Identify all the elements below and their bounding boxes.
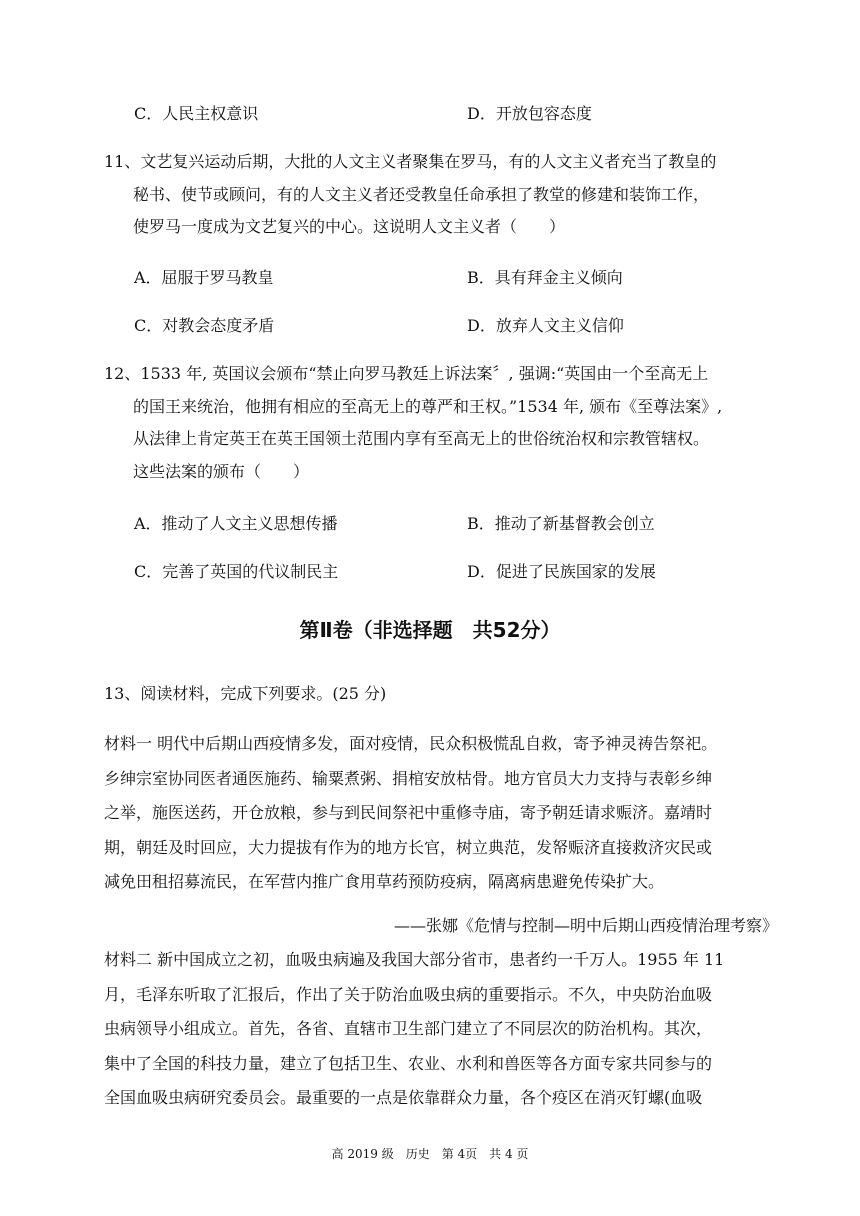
section-title: 第Ⅱ卷（非选择题 共52分） <box>299 618 561 642</box>
q10-option-c: C．人民主权意识 <box>134 104 259 123</box>
material-2 <box>104 950 756 1123</box>
q11-option-d: D．放弃人文主义信仰 <box>467 316 624 335</box>
q11-option-c: C．对教会态度矛盾 <box>134 316 275 335</box>
q11-line-1: 11、文艺复兴运动后期，大批的人文主义者聚集在罗马，有的人文主义者充当了教皇的 <box>104 152 717 171</box>
q11-line-3: 使罗马一度成为文艺复兴的中心。这说明人文主义者（ ） <box>133 217 566 236</box>
material-2-line: 月，毛泽东听取了汇报后，作出了关于防治血吸虫病的重要指示。不久，中央防治血吸 <box>104 984 713 1004</box>
q11-option-a: A．屈服于罗马教皇 <box>134 268 274 287</box>
material-1 <box>104 734 756 907</box>
material-1-line: 材料一 明代中后期山西疫情多发，面对疫情，民众积极慌乱自救，寄予神灵祷告祭祀。 <box>104 734 718 753</box>
material-2-line: 集中了全国的科技力量，建立了包括卫生、农业、水利和兽医等各方面专家共同参与的 <box>104 1053 713 1073</box>
page-footer: 高 2019 级 历史 第 4页 共 4 页 <box>331 1147 529 1161</box>
q11-option-b: B．具有拜金主义倾向 <box>467 268 623 287</box>
material-2-line: 全国血吸虫病研究委员会。最重要的一点是依靠群众力量，各个疫区在消灭钉螺(血吸 <box>104 1088 703 1107</box>
material-1-line: 期，朝廷及时回应，大力提拔有作为的地方长官，树立典范，发帑赈济直接救济灾民或 <box>104 837 713 857</box>
q12-line-4: 这些法案的颁布（ ） <box>133 461 310 481</box>
q11-line-2: 秘书、使节或顾问，有的人文主义者还受教皇任命承担了教堂的修建和装饰工作， <box>133 184 710 204</box>
q12-option-a: A．推动了人文主义思想传播 <box>134 514 338 533</box>
material-2-line: 虫病领导小组成立。首先，各省、直辖市卫生部门建立了不同层次的防治机构。其次， <box>104 1019 713 1038</box>
material-1-line: 乡绅宗室协同医者通医施药、输粟煮粥、捐棺安放枯骨。地方官员大力支持与表彰乡绅 <box>104 768 713 788</box>
q12-option-c: C．完善了英国的代议制民主 <box>134 562 339 581</box>
material-2-line: 材料二 新中国成立之初，血吸虫病遍及我国大部分省市，患者约一千万人。1955 年 11 <box>104 950 725 969</box>
q12-line-3: 从法律上肯定英王在英王国领土范围内享有至高无上的世俗统治权和宗教管辖权。 <box>133 429 710 448</box>
q10-option-d: D．开放包容态度 <box>467 104 592 123</box>
q12-option-b: B．推动了新基督教会创立 <box>467 514 655 533</box>
material-1-source: ——张娜《危情与控制—明中后期山西疫情治理考察》 <box>393 916 778 935</box>
question-11 <box>104 152 764 250</box>
q12-line-2: 的国王来统治，他拥有相应的至高无上的尊严和王权。”1534 年, 颁布《至尊法案》, <box>133 396 723 416</box>
material-1-line: 减免田租招募流民，在军营内推广食用草药预防疫病，隔离病患避免传染扩大。 <box>104 872 665 891</box>
q13-prompt: 13、阅读材料，完成下列要求。(25 分) <box>104 684 387 703</box>
q12-line-1: 12、1533 年, 英国议会颁布“禁止向罗马教廷上诉法案〞, 强调:“英国由一个至高无上 <box>104 364 709 383</box>
material-1-line: 之举，施医送药，开仓放粮，参与到民间祭祀中重修寺庙，寄予朝廷请求赈济。嘉靖时 <box>104 803 713 822</box>
q12-option-d: D．促进了民族国家的发展 <box>467 562 656 581</box>
question-12 <box>104 364 764 494</box>
